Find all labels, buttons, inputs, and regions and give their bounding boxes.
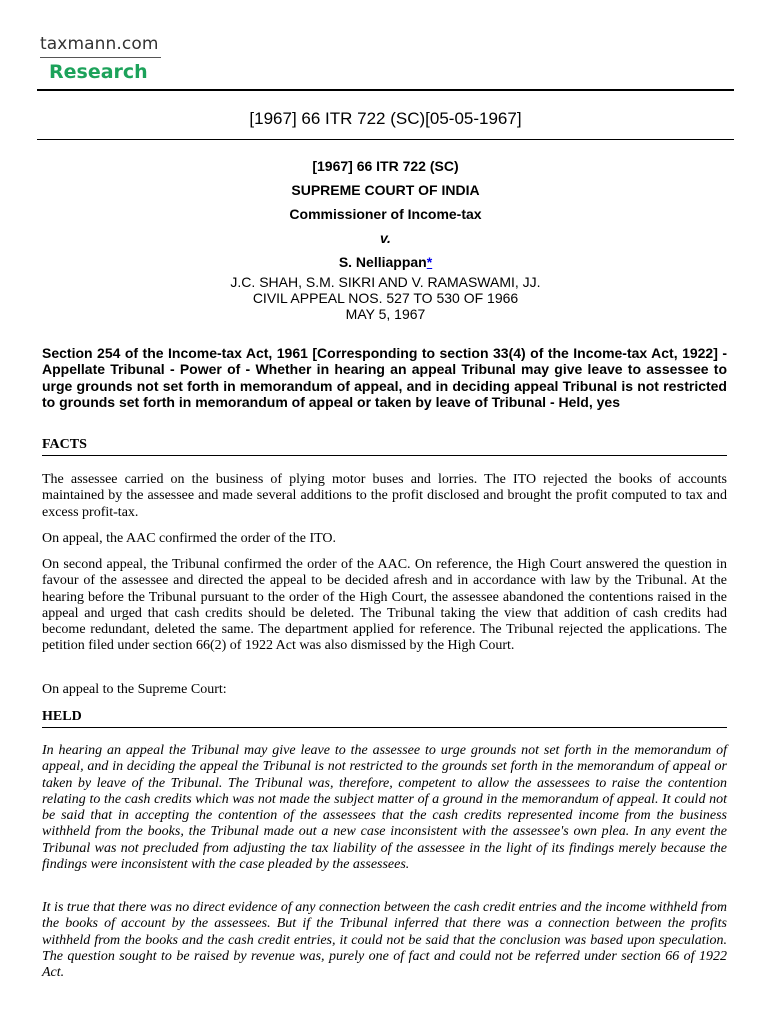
held-heading: HELD bbox=[42, 708, 727, 728]
held-paragraph: It is true that there was no direct evidence of any connection between the cash credit entries and the income withheld from the books of account by the assessees. But if the Tribunal inferred that there was a connection between the profits withheld from the books and the cash credit entries, it could not be said that the conclusion was based upon speculation. The question sought to be raised by revenue was, purely one of fact and could not be referred under section 66 of 1922 Act. bbox=[42, 900, 727, 981]
facts-heading: FACTS bbox=[42, 436, 727, 456]
judges-line: J.C. SHAH, S.M. SIKRI AND V. RAMASWAMI, JJ. bbox=[230, 274, 541, 290]
logo-brand-label: Research bbox=[49, 61, 148, 83]
case-citation: [1967] 66 ITR 722 (SC) bbox=[312, 158, 459, 174]
respondent-line bbox=[37, 250, 734, 274]
versus-label: v. bbox=[380, 230, 391, 246]
headnote: Section 254 of the Income-tax Act, 1961 [Corresponding to section 33(4) of the Income-tax Act, 1922] - Appellate Tribunal - Power of - Whether in hearing an appeal Tribunal may give leave to assessee to urge grounds not set forth in memorandum of appeal, and in deciding appeal Tribunal is not restricted to grounds set forth in memorandum of appeal or taken by leave of Tribunal - Held, yes bbox=[42, 345, 727, 410]
facts-paragraph: The assessee carried on the business of plying motor buses and lorries. The ITO rejected the books of accounts maintained by the assessee and made several additions to the profit disclosed and brought the profit computed to tax and excess profit-tax. bbox=[42, 472, 727, 520]
title-divider bbox=[37, 139, 734, 140]
footnote-link[interactable]: * bbox=[426, 254, 433, 270]
court-name: SUPREME COURT OF INDIA bbox=[291, 182, 480, 198]
case-header bbox=[37, 154, 734, 322]
taxmann-logo[interactable] bbox=[40, 33, 162, 84]
header-divider bbox=[37, 89, 734, 91]
respondent-name: S. Nelliappan bbox=[338, 254, 427, 270]
page-title: [1967] 66 ITR 722 (SC)[05-05-1967] bbox=[249, 109, 522, 128]
logo-site-name: taxmann.com bbox=[40, 34, 159, 54]
logo-divider bbox=[40, 57, 161, 58]
facts-paragraph: On second appeal, the Tribunal confirmed the order of the AAC. On reference, the High Court answered the question in favour of the assessee and directed the appeal to be decided afresh and in accordance with law by the Tribunal. At the hearing before the Tribunal pursuant to the order of the High Court, the assessee abandoned the contentions raised in the appeal and urged that cash credits should be deleted. The Tribunal taking the view that addition of cash credits had become redundant, deleted the same. The department applied for reference. The Tribunal rejected the applications. The petition filed under section 66(2) of 1922 Act was also dismissed by the High Court. bbox=[42, 557, 727, 654]
appellant-name: Commissioner of Income-tax bbox=[289, 206, 482, 222]
facts-paragraph: On appeal, the AAC confirmed the order of the ITO. bbox=[42, 531, 337, 546]
held-paragraph: In hearing an appeal the Tribunal may give leave to the assessee to urge grounds not set forth in the memorandum of appeal, and in deciding the appeal the Tribunal is not restricted to the grounds set forth in the memorandum of appeal or taken by leave of the Tribunal. The Tribunal was, therefore, competent to allow the assessees to raise the contention relating to the cash credits which was not made the subject matter of a ground in the memorandum of appeal. It could not be said that in accepting the contention of the assessees that the cash credits represented income from the business withheld from the books, the Tribunal made out a new case inconsistent with the assessee's own plea. In any event the Tribunal was not precluded from adjusting the tax liability of the assessee in the light of its findings merely because the findings were inconsistent with the case pleaded by the assessees. bbox=[42, 743, 727, 873]
appeal-numbers: CIVIL APPEAL NOS. 527 TO 530 OF 1966 bbox=[252, 290, 519, 306]
facts-paragraph: On appeal to the Supreme Court: bbox=[42, 682, 227, 697]
judgment-date: MAY 5, 1967 bbox=[345, 306, 426, 322]
